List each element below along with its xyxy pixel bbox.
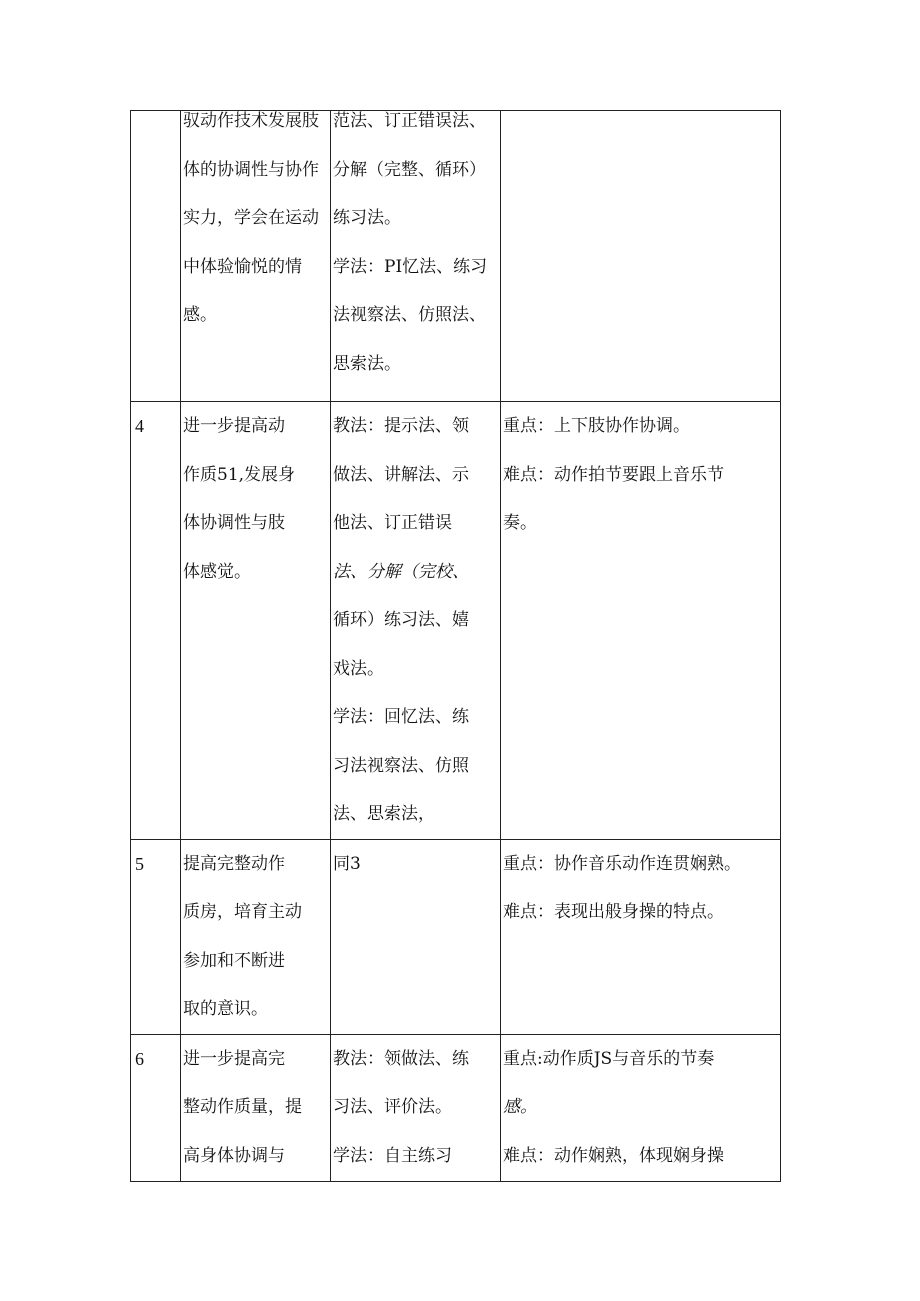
method-line: 范法、订正错误法、 (333, 111, 486, 131)
method-line: 戏法。 (333, 658, 384, 679)
method-line: 学法：自主练习 (333, 1145, 452, 1166)
lesson-goal-cell (181, 402, 331, 840)
key-points-cell (501, 111, 781, 402)
lesson-goal-cell (181, 839, 331, 1034)
teaching-method-cell (331, 839, 501, 1034)
goal-line: 进一步提高完 (183, 1048, 285, 1069)
method-line: 学法：PI忆法、练习 (333, 256, 488, 277)
focus-line: 奏。 (503, 513, 537, 533)
teaching-method-cell (331, 111, 501, 402)
method-line: 分解（完整、循环） (333, 159, 486, 180)
method-line: 法视察法、仿照法、 (333, 305, 486, 325)
method-line: 同3 (333, 853, 361, 874)
focus-line: 感。 (503, 1097, 537, 1117)
lesson-number: 6 (135, 1048, 144, 1069)
goal-line: 体感觉。 (183, 561, 251, 582)
teaching-method-cell (331, 402, 501, 840)
lesson-number-cell (131, 111, 181, 402)
method-line: 教法：提示法、领 (333, 416, 469, 436)
teaching-method-cell (331, 1034, 501, 1181)
key-points-cell (501, 1034, 781, 1181)
table-row (131, 839, 781, 1034)
lesson-goal-cell (181, 111, 331, 402)
focus-line: 重点：协作音乐动作连贯娴熟。 (503, 853, 741, 874)
focus-line: 难点：动作娴熟，体现娴身操 (503, 1145, 724, 1166)
lesson-number: 4 (135, 416, 144, 436)
method-line: 教法：领做法、练 (333, 1048, 469, 1069)
method-line: 他法、订正错误 (333, 513, 452, 533)
key-points-cell (501, 839, 781, 1034)
goal-line: 中体验愉悦的情 (183, 256, 302, 277)
goal-line: 取的意识。 (183, 999, 268, 1019)
method-line: 学法：回忆法、练 (333, 707, 469, 727)
lesson-number-cell (131, 1034, 181, 1181)
lesson-goal-cell (181, 1034, 331, 1181)
goal-line: 实力，学会在运动 (183, 208, 319, 228)
focus-line: 难点：表现出般身操的特点。 (503, 902, 724, 922)
key-points-cell (501, 402, 781, 840)
method-line: 法、思索法， (333, 804, 435, 824)
lesson-number: 5 (135, 853, 144, 874)
method-line: 习法视察法、仿照 (333, 755, 469, 776)
goal-line: 质房，培育主动 (183, 902, 302, 922)
table-row (131, 111, 781, 402)
table-row (131, 402, 781, 840)
method-line: 思索法。 (333, 353, 401, 374)
focus-line: 重点:动作质JS与音乐的节奏 (503, 1048, 715, 1069)
lesson-number-cell (131, 839, 181, 1034)
goal-line: 驭动作技术发展肢 (183, 111, 319, 131)
goal-line: 体协调性与肢 (183, 513, 285, 533)
goal-line: 高身体协调与 (183, 1145, 285, 1166)
table-row (131, 1034, 781, 1181)
method-line: 做法、讲解法、示 (333, 464, 469, 485)
lesson-number-cell (131, 402, 181, 840)
goal-line: 提高完整动作 (183, 853, 285, 874)
goal-line: 体的协调性与协作 (183, 159, 319, 180)
goal-line: 进一步提高动 (183, 416, 285, 436)
teaching-plan-table (130, 110, 781, 1182)
method-line: 练习法。 (333, 208, 401, 228)
method-line: 习法、评价法。 (333, 1097, 452, 1117)
goal-line: 感。 (183, 305, 217, 325)
method-line: 循环）练习法、嬉 (333, 610, 469, 630)
goal-line: 整动作质量，提 (183, 1097, 302, 1117)
focus-line: 难点：动作拍节要跟上音乐节 (503, 464, 724, 485)
goal-line: 参加和不断进 (183, 950, 285, 971)
focus-line: 重点：上下肢协作协调。 (503, 416, 690, 436)
goal-line: 作质51,发展身 (183, 464, 296, 485)
method-line: 法、分解（完校、 (333, 561, 469, 582)
